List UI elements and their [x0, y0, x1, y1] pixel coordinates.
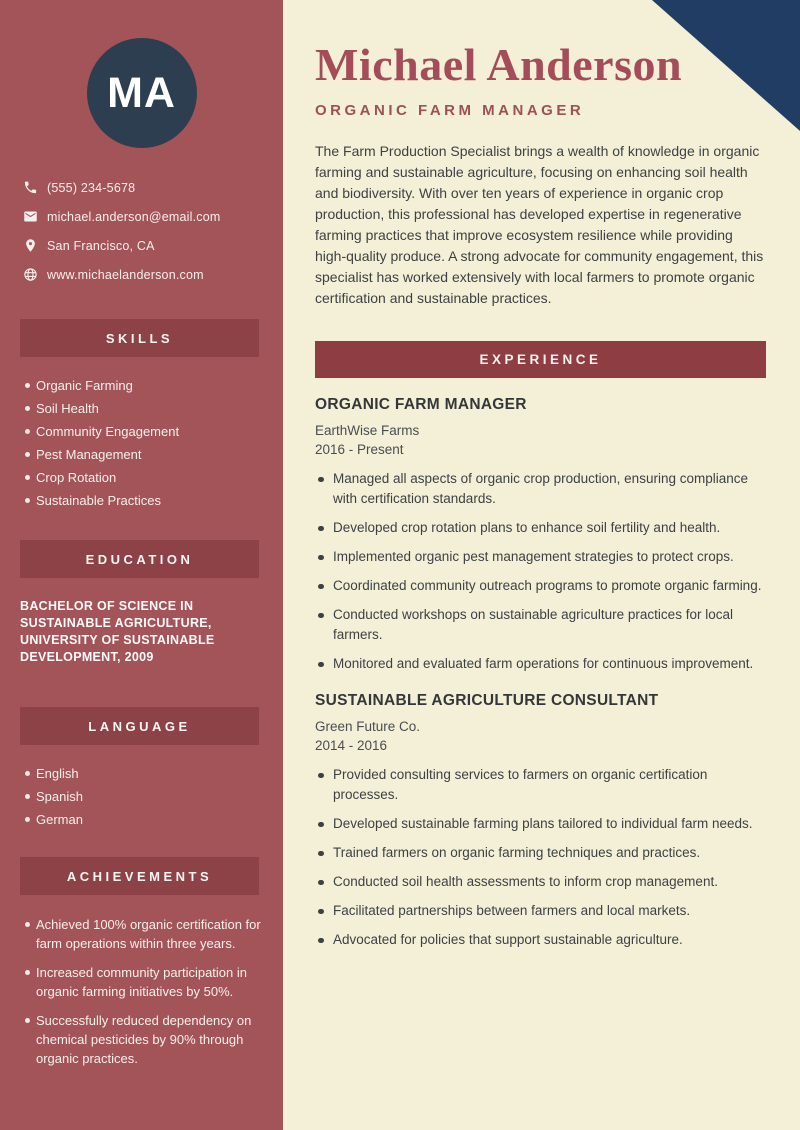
email-icon — [23, 209, 38, 224]
job-bullet: Developed crop rotation plans to enhance soil fertility and health. — [315, 518, 766, 538]
education-degree-text: BACHELOR OF SCIENCE IN SUSTAINABLE AGRICULTURE, UNIVERSITY OF SUSTAINABLE DEVELOPMENT, 2009 — [20, 599, 215, 664]
location-pin-icon — [23, 238, 38, 253]
person-job-title: ORGANIC FARM MANAGER — [315, 102, 585, 119]
job-company: EarthWise Farms — [315, 423, 420, 438]
achievements-section-title: ACHIEVEMENTS — [20, 857, 259, 895]
job-bullet: Conducted soil health assessments to inform crop management. — [315, 872, 766, 892]
skills-section-title: SKILLS — [20, 319, 259, 357]
education-section-title: EDUCATION — [20, 540, 259, 578]
contact-location-row — [23, 231, 283, 260]
achievements-list — [0, 915, 283, 1068]
job-company: Green Future Co. — [315, 719, 421, 734]
job-bullet: Monitored and evaluated farm operations for continuous improvement. — [315, 654, 766, 674]
skill-item: Organic Farming — [0, 374, 283, 397]
globe-icon — [23, 267, 38, 282]
experience-section-banner: EXPERIENCE — [315, 341, 766, 378]
job-bullet: Coordinated community outreach programs to promote organic farming. — [315, 576, 766, 596]
job-bullet: Advocated for policies that support sustainable agriculture. — [315, 930, 766, 950]
location-text: San Francisco, CA — [47, 238, 155, 253]
person-name: Michael Anderson — [315, 39, 683, 90]
experience-job-2 — [315, 692, 766, 950]
avatar-initials: MA — [107, 68, 176, 117]
language-item: German — [0, 808, 283, 831]
profile-summary: The Farm Production Specialist brings a wealth of knowledge in organic farming and sustainable agriculture, focusing on enhancing soil health and biodiversity. With over ten years of experience in organic crop production, this professional has developed expertise in regenerative farming practices that improve ecosystem resilience while providing high-quality produce. A strong advocate for community engagement, this specialist has worked extensively with local farmers to promote organic certification and sustainable practices. — [315, 143, 764, 306]
job-bullet: Developed sustainable farming plans tailored to individual farm needs. — [315, 814, 766, 834]
job-dates: 2014 - 2016 — [315, 738, 388, 753]
website-url: www.michaelanderson.com — [47, 267, 204, 282]
job-bullet: Trained farmers on organic farming techniques and practices. — [315, 843, 766, 863]
skill-item: Soil Health — [0, 397, 283, 420]
contact-email-row — [23, 202, 283, 231]
job-bullet: Implemented organic pest management strategies to protect crops. — [315, 547, 766, 567]
avatar — [87, 38, 197, 148]
phone-number: (555) 234-5678 — [47, 180, 136, 195]
skill-item: Pest Management — [0, 443, 283, 466]
sidebar — [0, 0, 283, 1130]
achievement-item: Successfully reduced dependency on chemical pesticides by 90% through organic practices. — [0, 1011, 283, 1068]
skill-item: Sustainable Practices — [0, 489, 283, 512]
skills-list — [0, 374, 283, 512]
phone-icon — [23, 180, 38, 195]
language-item: Spanish — [0, 785, 283, 808]
job-bullet: Provided consulting services to farmers on organic certification processes. — [315, 765, 766, 805]
achievement-item: Achieved 100% organic certification for farm operations within three years. — [0, 915, 283, 953]
job-bullet: Managed all aspects of organic crop production, ensuring compliance with certification standards. — [315, 469, 766, 509]
language-section-title: LANGUAGE — [20, 707, 259, 745]
skill-item: Community Engagement — [0, 420, 283, 443]
job-bullet-list — [315, 765, 766, 950]
language-item: English — [0, 762, 283, 785]
language-list — [0, 762, 283, 831]
job-role: SUSTAINABLE AGRICULTURE CONSULTANT — [315, 692, 659, 709]
job-bullet: Conducted workshops on sustainable agriculture practices for local farmers. — [315, 605, 766, 645]
job-bullet-list — [315, 469, 766, 674]
contact-section — [0, 173, 283, 289]
main-column — [283, 0, 800, 1130]
skill-item: Crop Rotation — [0, 466, 283, 489]
job-dates: 2016 - Present — [315, 442, 404, 457]
contact-website-row — [23, 260, 283, 289]
job-bullet: Facilitated partnerships between farmers and local markets. — [315, 901, 766, 921]
contact-phone-row — [23, 173, 283, 202]
experience-job-1 — [315, 396, 766, 674]
email-address: michael.anderson@email.com — [47, 209, 221, 224]
achievement-item: Increased community participation in organic farming initiatives by 50%. — [0, 963, 283, 1001]
job-role: ORGANIC FARM MANAGER — [315, 396, 527, 413]
